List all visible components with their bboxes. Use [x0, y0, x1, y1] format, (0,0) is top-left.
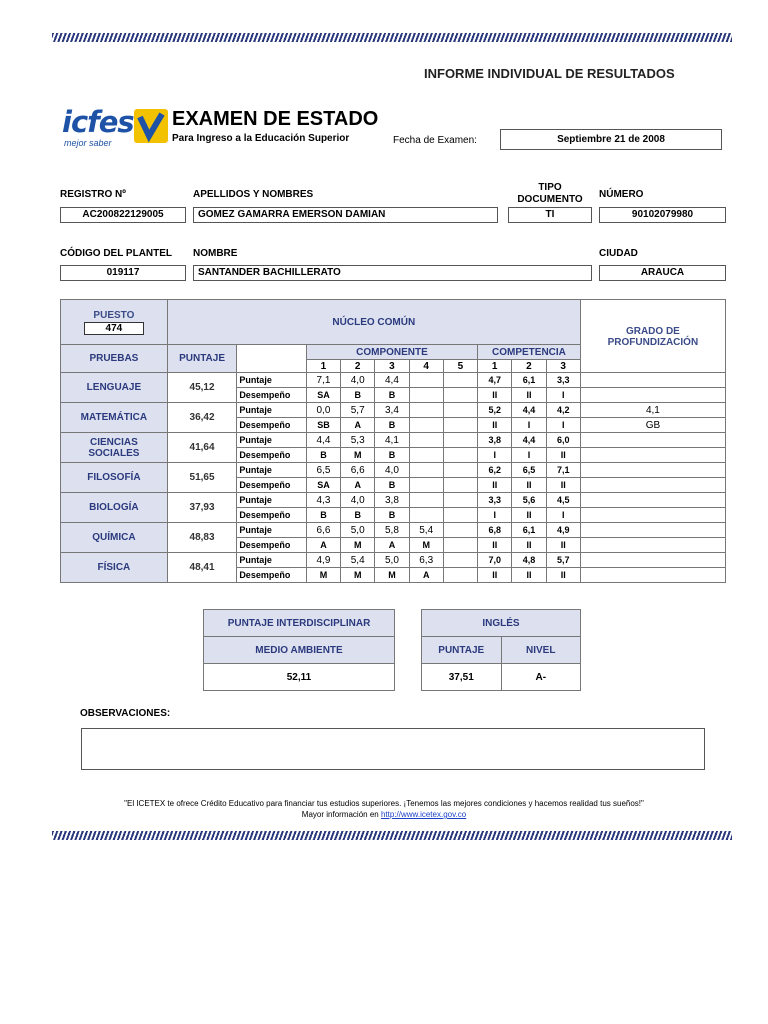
competencia-1-desempeno: II	[478, 538, 512, 553]
componente-1-puntaje: 0,0	[306, 403, 340, 418]
componente-2-puntaje: 5,4	[341, 553, 375, 568]
bottom-decorative-stripe	[52, 831, 732, 840]
competencia-3-puntaje: 4,2	[546, 403, 580, 418]
componente-3-puntaje: 3,4	[375, 403, 409, 418]
icfes-logo	[62, 105, 172, 151]
grado-desempeno	[580, 538, 725, 553]
componente-4-desempeno	[409, 418, 443, 433]
registro-label: REGISTRO Nº	[60, 189, 126, 200]
medio-ambiente-value: 52,11	[204, 664, 395, 691]
numero-label: NÚMERO	[599, 189, 644, 200]
puntaje-row-label: Puntaje	[237, 463, 307, 478]
codigo-label: CÓDIGO DEL PLANTEL	[60, 248, 173, 259]
subject-name: LENGUAJE	[61, 373, 168, 403]
componente-1-desempeno: A	[306, 538, 340, 553]
componente-col-2: 2	[341, 360, 375, 373]
grado-puntaje	[580, 373, 725, 388]
plantel-label: NOMBRE	[193, 248, 238, 259]
componente-1-puntaje: 4,9	[306, 553, 340, 568]
puntaje-row-label: Puntaje	[237, 373, 307, 388]
competencia-1-desempeno: I	[478, 448, 512, 463]
componente-5-desempeno	[443, 568, 477, 583]
ingles-nivel-value: A-	[501, 664, 581, 691]
subject-row-filosofia	[61, 463, 726, 478]
componente-4-desempeno	[409, 508, 443, 523]
grado-puntaje	[580, 493, 725, 508]
competencia-2-puntaje: 4,4	[512, 433, 546, 448]
subject-score: 37,93	[167, 493, 237, 523]
componente-1-desempeno: B	[306, 448, 340, 463]
componente-1-desempeno: SB	[306, 418, 340, 433]
componente-5-desempeno	[443, 478, 477, 493]
registro-field: AC200822129005	[60, 207, 186, 223]
grado-desempeno	[580, 568, 725, 583]
componente-4-puntaje: 6,3	[409, 553, 443, 568]
componente-4-puntaje: 5,4	[409, 523, 443, 538]
componente-4-desempeno: M	[409, 538, 443, 553]
observaciones-label: OBSERVACIONES:	[80, 708, 171, 719]
subject-score: 51,65	[167, 463, 237, 493]
ingles-puntaje-value: 37,51	[422, 664, 502, 691]
grado-desempeno	[580, 478, 725, 493]
componente-5-puntaje	[443, 523, 477, 538]
exam-title: EXAMEN DE ESTADO	[172, 108, 379, 130]
exam-subtitle: Para Ingreso a la Educación Superior	[172, 133, 350, 144]
componente-4-desempeno: A	[409, 568, 443, 583]
grado-puntaje	[580, 463, 725, 478]
componente-5-desempeno	[443, 538, 477, 553]
componente-5-desempeno	[443, 418, 477, 433]
componente-2-desempeno: B	[341, 388, 375, 403]
componente-1-desempeno: SA	[306, 478, 340, 493]
componente-5-puntaje	[443, 553, 477, 568]
footer-info: Mayor información en http://www.icetex.gov.co	[301, 810, 467, 819]
subject-row-biologia	[61, 493, 726, 508]
ciudad-label: CIUDAD	[599, 248, 638, 259]
componente-3-puntaje: 4,1	[375, 433, 409, 448]
competencia-2-puntaje: 5,6	[512, 493, 546, 508]
puesto-value: 474	[84, 322, 144, 335]
componente-4-puntaje	[409, 433, 443, 448]
competencia-3-puntaje: 4,9	[546, 523, 580, 538]
componente-1-desempeno: M	[306, 568, 340, 583]
competencia-2-puntaje: 4,4	[512, 403, 546, 418]
componente-1-desempeno: SA	[306, 388, 340, 403]
competencia-header: COMPETENCIA	[478, 345, 581, 360]
report-title: INFORME INDIVIDUAL DE RESULTADOS	[424, 66, 675, 81]
subject-name: QUÍMICA	[61, 523, 168, 553]
componente-3-desempeno: B	[375, 388, 409, 403]
componente-3-desempeno: B	[375, 448, 409, 463]
observaciones-field	[81, 728, 705, 770]
competencia-2-puntaje: 6,1	[512, 373, 546, 388]
pruebas-header: PRUEBAS	[61, 345, 168, 373]
competencia-3-desempeno: I	[546, 418, 580, 433]
grado-profundizacion-header: GRADO DE PROFUNDIZACIÓN	[580, 300, 725, 373]
componente-2-puntaje: 5,7	[341, 403, 375, 418]
competencia-1-desempeno: II	[478, 568, 512, 583]
puntaje-header: PUNTAJE	[167, 345, 237, 373]
puesto-cell: PUESTO 474	[61, 300, 168, 345]
componente-3-desempeno: B	[375, 508, 409, 523]
componente-3-desempeno: A	[375, 538, 409, 553]
competencia-1-puntaje: 6,2	[478, 463, 512, 478]
ingles-title: INGLÉS	[422, 610, 581, 637]
componente-2-puntaje: 4,0	[341, 373, 375, 388]
grado-puntaje: 4,1	[580, 403, 725, 418]
componente-4-puntaje	[409, 403, 443, 418]
componente-5-puntaje	[443, 493, 477, 508]
puntaje-row-label: Puntaje	[237, 553, 307, 568]
competencia-1-puntaje: 5,2	[478, 403, 512, 418]
puntaje-row-label: Puntaje	[237, 403, 307, 418]
competencia-1-desempeno: II	[478, 388, 512, 403]
componente-2-puntaje: 5,3	[341, 433, 375, 448]
ingles-puntaje-label: PUNTAJE	[422, 637, 502, 664]
competencia-col-2: 2	[512, 360, 546, 373]
subject-row-ciencias-sociales	[61, 433, 726, 448]
subject-row-lenguaje	[61, 373, 726, 388]
componente-3-puntaje: 5,0	[375, 553, 409, 568]
desempeno-row-label: Desempeño	[237, 508, 307, 523]
componente-5-desempeno	[443, 508, 477, 523]
plantel-field: SANTANDER BACHILLERATO	[193, 265, 592, 281]
exam-date-label: Fecha de Examen:	[393, 135, 477, 146]
grado-puntaje	[580, 523, 725, 538]
competencia-1-puntaje: 4,7	[478, 373, 512, 388]
componente-4-puntaje	[409, 493, 443, 508]
componente-4-puntaje	[409, 463, 443, 478]
exam-date-field: Septiembre 21 de 2008	[500, 129, 722, 150]
componente-1-puntaje: 4,3	[306, 493, 340, 508]
ingles-table	[421, 609, 581, 691]
subject-row-quimica	[61, 523, 726, 538]
componente-3-desempeno: B	[375, 478, 409, 493]
puntaje-row-label: Puntaje	[237, 493, 307, 508]
componente-3-desempeno: M	[375, 568, 409, 583]
codigo-field: 019117	[60, 265, 186, 281]
componente-col-3: 3	[375, 360, 409, 373]
desempeno-row-label: Desempeño	[237, 538, 307, 553]
desempeno-row-label: Desempeño	[237, 418, 307, 433]
competencia-1-desempeno: I	[478, 508, 512, 523]
componente-5-puntaje	[443, 403, 477, 418]
competencia-2-desempeno: II	[512, 388, 546, 403]
competencia-2-desempeno: II	[512, 508, 546, 523]
nucleo-comun-header: NÚCLEO COMÚN	[167, 300, 580, 345]
medio-ambiente-label: MEDIO AMBIENTE	[204, 637, 395, 664]
grado-puntaje	[580, 433, 725, 448]
componente-1-puntaje: 7,1	[306, 373, 340, 388]
subject-row-fisica	[61, 553, 726, 568]
competencia-1-desempeno: II	[478, 478, 512, 493]
componente-col-5: 5	[443, 360, 477, 373]
componente-col-1: 1	[306, 360, 340, 373]
componente-2-puntaje: 4,0	[341, 493, 375, 508]
nombres-label: APELLIDOS Y NOMBRES	[193, 189, 314, 200]
footer-message: "El ICETEX te ofrece Crédito Educativo para financiar tus estudios superiores. ¡Tenemos las mejores condiciones y hacemos realidad tus sueños!"	[124, 799, 644, 808]
competencia-3-puntaje: 5,7	[546, 553, 580, 568]
componente-5-puntaje	[443, 433, 477, 448]
competencia-3-desempeno: II	[546, 478, 580, 493]
componente-3-puntaje: 4,0	[375, 463, 409, 478]
icetex-link[interactable]: http://www.icetex.gov.co	[380, 810, 467, 819]
subject-row-matematica	[61, 403, 726, 418]
logo-text: icfes	[62, 105, 134, 139]
competencia-2-desempeno: I	[512, 448, 546, 463]
tipo-doc-label: TIPO DOCUMENTO	[517, 182, 583, 205]
grado-desempeno	[580, 388, 725, 403]
competencia-3-puntaje: 3,3	[546, 373, 580, 388]
componente-2-desempeno: M	[341, 448, 375, 463]
tipo-doc-field: TI	[508, 207, 592, 223]
competencia-3-puntaje: 7,1	[546, 463, 580, 478]
subject-score: 41,64	[167, 433, 237, 463]
checkmark-icon	[134, 109, 168, 143]
componente-header: COMPONENTE	[306, 345, 477, 360]
subject-score: 48,83	[167, 523, 237, 553]
competencia-col-3: 3	[546, 360, 580, 373]
componente-1-puntaje: 4,4	[306, 433, 340, 448]
competencia-2-puntaje: 6,1	[512, 523, 546, 538]
competencia-2-desempeno: II	[512, 568, 546, 583]
competencia-2-desempeno: I	[512, 418, 546, 433]
componente-3-desempeno: B	[375, 418, 409, 433]
competencia-1-desempeno: II	[478, 418, 512, 433]
results-table	[60, 299, 726, 583]
competencia-1-puntaje: 3,3	[478, 493, 512, 508]
componente-col-4: 4	[409, 360, 443, 373]
competencia-2-puntaje: 6,5	[512, 463, 546, 478]
competencia-3-desempeno: I	[546, 508, 580, 523]
competencia-3-desempeno: II	[546, 448, 580, 463]
competencia-3-puntaje: 6,0	[546, 433, 580, 448]
competencia-2-desempeno: II	[512, 538, 546, 553]
top-decorative-stripe	[52, 33, 732, 42]
grado-desempeno	[580, 508, 725, 523]
competencia-3-desempeno: II	[546, 568, 580, 583]
componente-4-puntaje	[409, 373, 443, 388]
componente-4-desempeno	[409, 478, 443, 493]
componente-2-desempeno: B	[341, 508, 375, 523]
componente-2-desempeno: A	[341, 418, 375, 433]
componente-2-puntaje: 5,0	[341, 523, 375, 538]
componente-5-desempeno	[443, 388, 477, 403]
componente-2-puntaje: 6,6	[341, 463, 375, 478]
componente-3-puntaje: 4,4	[375, 373, 409, 388]
componente-1-puntaje: 6,6	[306, 523, 340, 538]
interdisciplinar-table	[203, 609, 395, 691]
competencia-1-puntaje: 7,0	[478, 553, 512, 568]
nombres-field: GOMEZ GAMARRA EMERSON DAMIAN	[193, 207, 498, 223]
ciudad-field: ARAUCA	[599, 265, 726, 281]
subject-score: 36,42	[167, 403, 237, 433]
desempeno-row-label: Desempeño	[237, 388, 307, 403]
numero-field: 90102079980	[599, 207, 726, 223]
subject-score: 48,41	[167, 553, 237, 583]
competencia-1-puntaje: 6,8	[478, 523, 512, 538]
puntaje-row-label: Puntaje	[237, 523, 307, 538]
competencia-2-desempeno: II	[512, 478, 546, 493]
subject-name: FILOSOFÍA	[61, 463, 168, 493]
subject-name: BIOLOGÍA	[61, 493, 168, 523]
interdisciplinar-title: PUNTAJE INTERDISCIPLINAR	[204, 610, 395, 637]
competencia-col-1: 1	[478, 360, 512, 373]
logo-tagline: mejor saber	[64, 138, 112, 148]
componente-2-desempeno: A	[341, 478, 375, 493]
grado-desempeno	[580, 448, 725, 463]
componente-5-puntaje	[443, 373, 477, 388]
componente-4-desempeno	[409, 448, 443, 463]
subject-name: FÍSICA	[61, 553, 168, 583]
componente-3-puntaje: 5,8	[375, 523, 409, 538]
desempeno-row-label: Desempeño	[237, 448, 307, 463]
componente-5-desempeno	[443, 448, 477, 463]
componente-2-desempeno: M	[341, 538, 375, 553]
competencia-2-puntaje: 4,8	[512, 553, 546, 568]
competencia-3-desempeno: I	[546, 388, 580, 403]
grado-desempeno: GB	[580, 418, 725, 433]
componente-5-puntaje	[443, 463, 477, 478]
ingles-nivel-label: NIVEL	[501, 637, 581, 664]
componente-1-puntaje: 6,5	[306, 463, 340, 478]
competencia-3-puntaje: 4,5	[546, 493, 580, 508]
subject-name: MATEMÁTICA	[61, 403, 168, 433]
subject-score: 45,12	[167, 373, 237, 403]
desempeno-row-label: Desempeño	[237, 478, 307, 493]
desempeno-row-label: Desempeño	[237, 568, 307, 583]
competencia-3-desempeno: II	[546, 538, 580, 553]
componente-4-desempeno	[409, 388, 443, 403]
subject-name: CIENCIAS SOCIALES	[61, 433, 168, 463]
componente-1-desempeno: B	[306, 508, 340, 523]
grado-puntaje	[580, 553, 725, 568]
puntaje-row-label: Puntaje	[237, 433, 307, 448]
componente-3-puntaje: 3,8	[375, 493, 409, 508]
competencia-1-puntaje: 3,8	[478, 433, 512, 448]
componente-2-desempeno: M	[341, 568, 375, 583]
